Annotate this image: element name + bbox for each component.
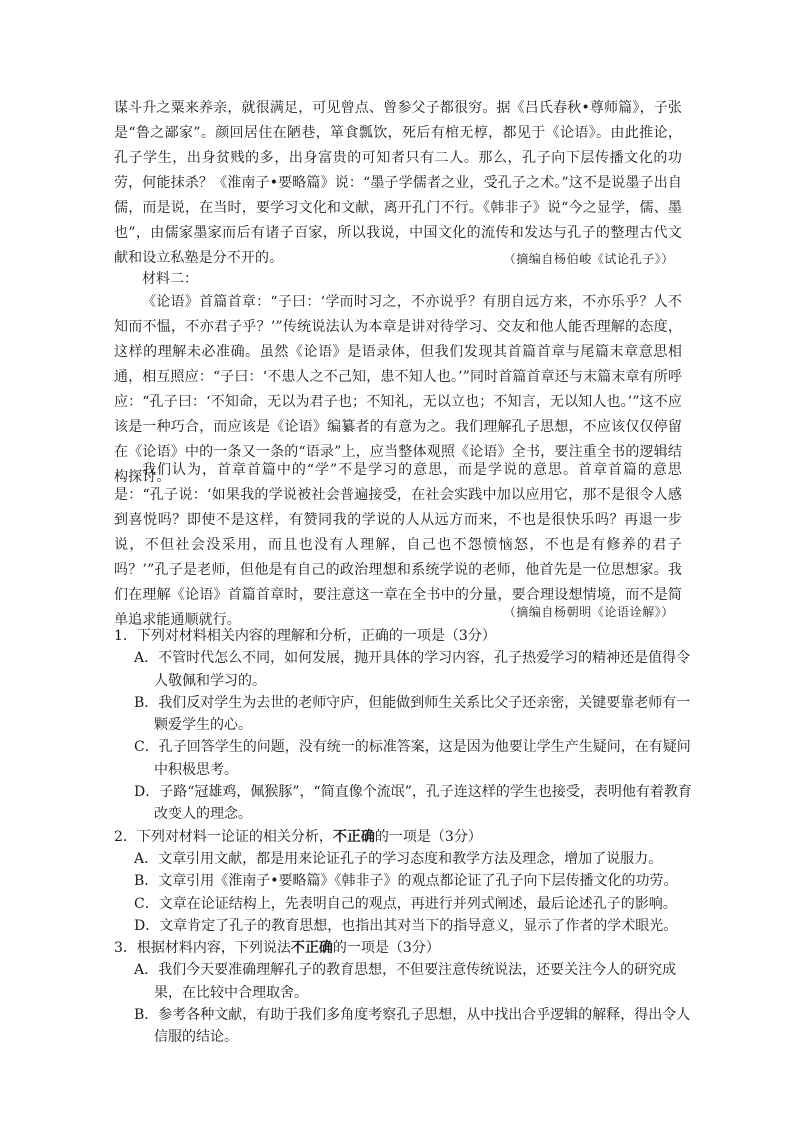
material-2-heading: 材料二： (142, 271, 198, 287)
stem-text: 3．根据材料内容，下列说法 (114, 940, 291, 957)
option-a: A．文章引用文献，都是用来论证孔子的学习态度和教学方法及理念，增加了说服力。 (134, 850, 663, 867)
passage-paragraph-2: 《论语》首篇首章：“子曰：‘学而时习之，不亦说乎？有朋自远方来，不亦乐乎？人不知而不愠，不亦君子乎？’”传统说法认为本章是讲对待学习、交友和他人能否理解的态度，这样的理解未必准确。虽然《论语》是语录体，但我们发现其首篇首章与尾篇末章意思相通，相互照应：“子曰：‘不患人之不己知，患不知人也。’”同时首篇首章还与末篇末章有所呼应：“孔子曰：‘不知命，无以为君子也；不知礼，无以立也；不知言，无以知人也。’”这不应该是一种巧合，而应该是《论语》编纂者的有意为之。我们理解孔子思想，不应该仅仅停留在《论语》中的一条又一条的“语录”上，应当整体观照《论语》全书，要注重全书的逻辑结构探讨。 (114, 294, 682, 485)
option-d: D．子路“冠雄鸡，佩猴豚”，“简直像个流氓”，孔子连这样的学生也接受，表明他有着教育改变人的理念。 (134, 784, 692, 823)
option-b: B．参考各种文献，有助于我们多角度考察孔子思想，从中找出合乎逻辑的解释，得出令人信服的结论。 (134, 1007, 691, 1046)
stem-emphasis: 不正确 (332, 828, 375, 845)
stem-text: 1．下列对材料相关内容的理解和分析，正确的一项是（3分） (114, 628, 496, 644)
citation-1: （摘编自杨伯峻《试论孔子》） (503, 252, 674, 266)
option-c: C．孔子回答学生的问题，没有统一的标准答案，这是因为他要让学生产生疑问，在有疑问中积极思考。 (134, 739, 691, 778)
question-1 (114, 625, 694, 826)
option-b: B．我们反对学生为去世的老师守庐，但能做到师生关系比父子还亲密，关键要靠老师有一颗爱学生的心。 (134, 694, 691, 734)
question-stem (114, 937, 694, 959)
stem-text: 2．下列对材料一论证的相关分析， (114, 828, 333, 845)
stem-emphasis: 不正确 (290, 940, 333, 957)
question-list (114, 625, 694, 1049)
question-stem (114, 625, 694, 647)
option-a: A．不管时代怎么不同，如何发展，抛开具体的学习内容，孔子热爱学习的精神还是值得令人敬佩和学习的。 (134, 650, 691, 689)
stem-text-end: 的一项是（3分） (332, 940, 440, 957)
option-a: A．我们今天要准确理解孔子的教育思想，不但要注意传统说法，还要关注今人的研究成果，在比较中合理取舍。 (134, 962, 677, 1001)
passage-paragraph-3: 我们认为，首章首篇中的“学”不是学习的意思，而是学说的意思。首章首篇的意思是：“孔子说：‘如果我的学说被社会普遍接受，在社会实践中加以应用它，那不是很令人感到喜悦吗？即使不是这样，有赞同我的学说的人从远方而来，不也是很快乐吗？再退一步说，不但社会没采用，而且也没有人理解，自己也不怨愤恼怒，不也是有修养的君子吗？’”孔子是老师，但他是有自己的政治理想和系统学说的老师，他首先是一位思想家。我们在理解《论语》首篇首章时，要注意这一章在全书中的分量，要合理设想情境，而不是简单追求能通顺就行。 (114, 462, 682, 628)
question-2 (114, 826, 694, 937)
stem-text-end: 的一项是（3分） (374, 828, 482, 845)
citation-2: （摘编自杨朝明《论语诠解》） (503, 605, 674, 619)
question-3 (114, 937, 694, 1048)
option-c: C．文章在论证结构上，先表明自己的观点，再进行并列式阐述，最后论述孔子的影响。 (134, 895, 677, 912)
question-stem (114, 826, 694, 848)
option-d: D．文章肯定了孔子的教育思想，也指出其对当下的指导意义，显示了作者的学术眼光。 (134, 917, 678, 934)
option-b: B．文章引用《淮南子•要略篇》《韩非子》的观点都论证了孔子向下层传播文化的功劳。 (134, 873, 678, 890)
passage-paragraph-1: 谋斗升之粟来养亲，就很满足，可见曾点、曾参父子都很穷。据《吕氏春秋•尊师篇》，子张是“鲁之鄙家”。颜回居住在陋巷，箪食瓢饮，死后有棺无椁，都见于《论语》。由此推论，孔子学生，出身贫贱的多，出身富贵的可知者只有二人。那么，孔子向下层传播文化的功劳，何能抹杀？《淮南子•要略篇》说：“墨子学儒者之业，受孔子之术。”这不是说墨子出自儒，而是说，在当时，要学习文化和文献，离开孔门不行。《韩非子》说“今之显学，儒、墨也”，由儒家墨家而后有诸子百家，所以我说，中国文化的流传和发达与孔子的整理古代文献和设立私塾是分不开的。 (114, 100, 682, 266)
